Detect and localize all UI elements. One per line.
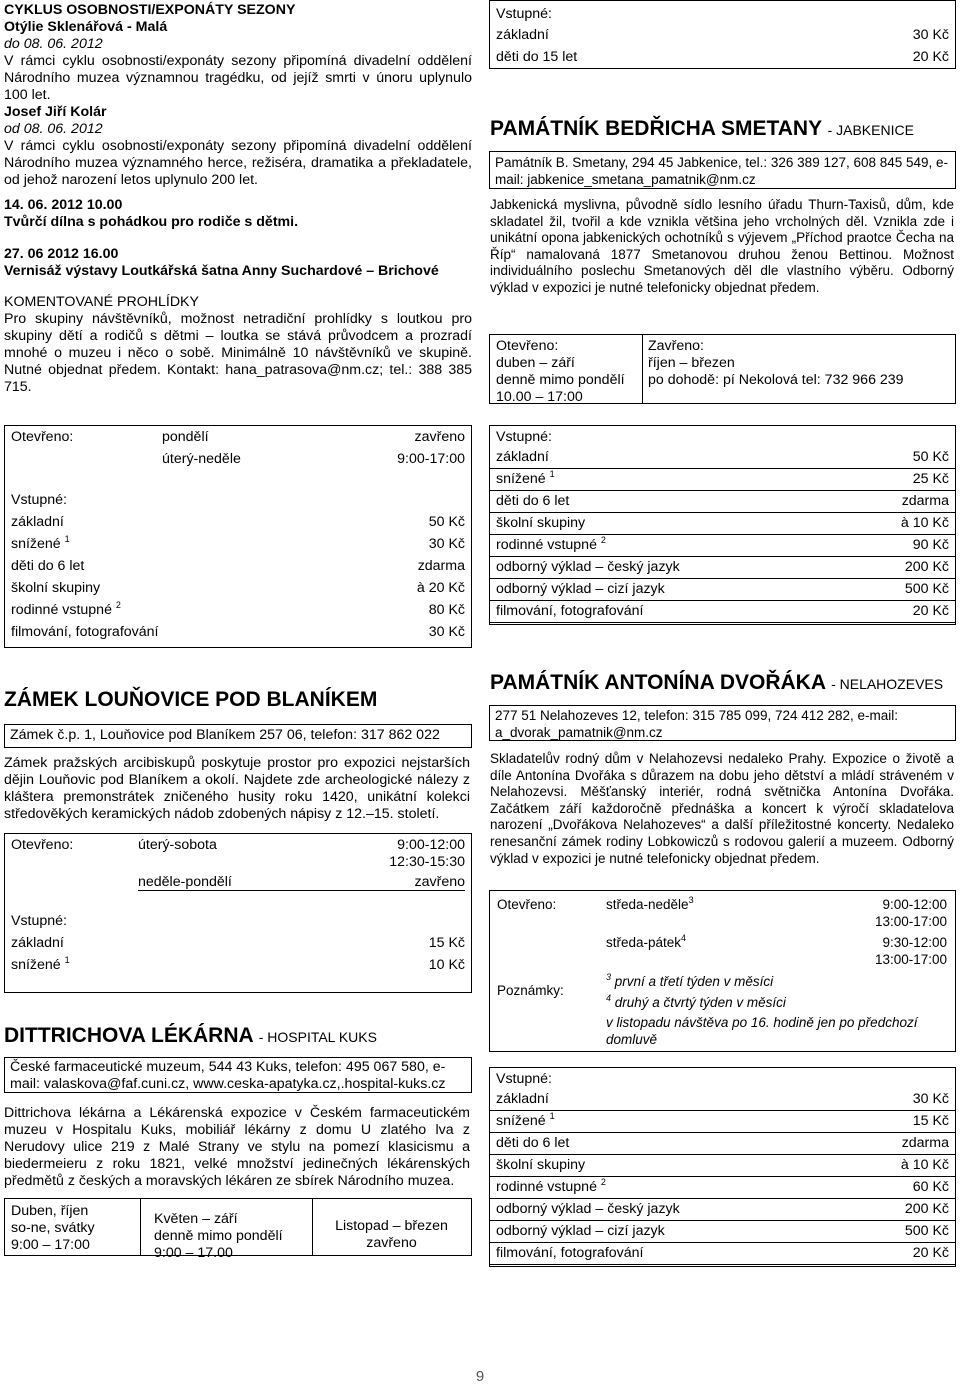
- closed-months: říjen – březen: [648, 355, 735, 371]
- smetana-description: Jabkenická myslivna, původně sídlo lesního úřadu Thurn-Taxisů, dům, kde skladatel žil, tvořil a kde vznikla většina jeho vrcholných děl. Vznikla zde i unikátní opona jabkenických ochotníků s výjevem „Příchod praotce Čecha na Říp“ namalovaná 1877 Smetanovou druhou ženou Bettinou. Možnost individuálního poslechu Smetanových děl dle vlastního výběru. Odborný výklad v expozici je nutné telefonicky objednat předem.: [490, 197, 954, 295]
- notes-label: Poznámky:: [497, 983, 564, 998]
- note1: $^3$ první a třetí týden v měsíci: [606, 972, 774, 989]
- person1-date: do 08. 06. 2012: [4, 36, 103, 52]
- entry-label: Vstupné:: [496, 429, 553, 445]
- dvorak-description: Skladatelův rodný dům v Nelahozevsi nedaleko Prahy. Expozice o životě a díle Antonína Dvořáka s důrazem na dobu jeho dětství a mládí stráveném v Nelahozevsi. Měšťanský interiér, rodná světnička Antonína Dvořáka. Začátkem září každoročně přednáška a koncert k výročí skladatelova narození „Dvořákova Nelahozeves“ a další příležitostné koncerty. Nedaleko renesanční zámek rodiny Lobkowiczů s rodovou galerií a muzeem. Odborný výklad v expozici je nutné telefonicky objednat předem.: [490, 751, 954, 866]
- section-title: CYKLUS OSOBNOSTI/EXPONÁTY SEZONY: [4, 2, 296, 18]
- col3-line1: Listopad – březen: [335, 1218, 448, 1234]
- price-row: [490, 490, 955, 513]
- day2: středa-pátek$^4$: [606, 933, 687, 950]
- day1-value: zavřeno: [414, 429, 465, 445]
- price-row: [5, 533, 471, 555]
- hours-prices-box: [4, 425, 472, 648]
- price-label: školní skupiny: [496, 1157, 586, 1173]
- smetana-address: Památník B. Smetany, 294 45 Jabkenice, tel.: 326 389 127, 608 845 549, e-mail: jabkenice_smetana_pamatnik@nm.cz: [489, 151, 956, 189]
- day1: úterý-sobota: [138, 837, 217, 853]
- closed-label: Zavřeno:: [648, 338, 704, 354]
- price-row: [490, 1242, 955, 1265]
- price-value: 20 Kč: [912, 49, 949, 65]
- price-value: 30 Kč: [428, 624, 465, 640]
- price-label: rodinné vstupné $^2$: [496, 535, 606, 553]
- price-value: 15 Kč: [428, 935, 465, 951]
- price-value: 30 Kč: [912, 27, 949, 43]
- price-row: [490, 534, 955, 557]
- price-label: základní: [11, 514, 64, 530]
- zamek-address: Zámek č.p. 1, Louňovice pod Blaníkem 257 06, telefon: 317 862 022: [4, 724, 472, 748]
- price-row: [490, 1154, 955, 1177]
- dvorak-hours-box: [489, 890, 956, 1052]
- price-row: [5, 577, 471, 599]
- closed-note: po dohodě: pí Nekolová tel: 732 966 239: [648, 372, 904, 388]
- price-value: 500 Kč: [904, 581, 949, 597]
- price-label: odborný výklad – cizí jazyk: [496, 581, 665, 597]
- day2-value1: 9:30-12:00: [882, 935, 947, 950]
- col2-line3: 9:00 – 17.00: [154, 1245, 233, 1261]
- price-value: 80 Kč: [428, 602, 465, 618]
- price-row: [490, 1198, 955, 1221]
- price-row: [5, 555, 471, 577]
- price-row: [490, 468, 955, 491]
- zamek-description: Zámek pražských arcibiskupů poskytuje prostor pro expozici nejstarších dějin Louňovic pod Blaníkem a okolí. Najdete zde archeologické nálezy z kláštera premonstrátek zničeného husity roku 1420, unikátní kolekci středověkých keramických nádob zdobených nápisy z 12.–15. století.: [4, 755, 470, 822]
- price-label: filmování, fotografování: [496, 1245, 644, 1261]
- smetana-hours-box: [489, 334, 956, 404]
- price-row: [490, 556, 955, 579]
- zamek-hours-box: [4, 833, 472, 993]
- person2-text: V rámci cyklu osobnosti/exponáty sezony připomíná divadelní oddělení Národního muzea významného herce, režiséra, dramatika a překladatele, od jehož narození letos uplynulo 200 let.: [4, 138, 472, 188]
- price-label: školní skupiny: [496, 515, 586, 531]
- price-value: à 10 Kč: [900, 1157, 949, 1173]
- price-label: základní: [496, 27, 549, 43]
- price-row: [5, 621, 471, 643]
- price-value: à 20 Kč: [416, 580, 465, 596]
- price-row: [490, 512, 955, 535]
- price-value: zdarma: [901, 493, 949, 509]
- price-row: [490, 1110, 955, 1133]
- day1-value1: 9:00-12:00: [397, 837, 465, 853]
- day1-value2: 13:00-17:00: [874, 913, 947, 929]
- price-value: 30 Kč: [912, 1091, 949, 1107]
- price-label: základní: [496, 1091, 549, 1107]
- entry-box-top: [489, 0, 956, 69]
- open-label: Otevřeno:: [497, 897, 557, 912]
- day2: úterý-neděle: [162, 451, 241, 467]
- page-number: 9: [475, 1368, 485, 1385]
- tours-heading: KOMENTOVANÉ PROHLÍDKY: [4, 294, 199, 310]
- col1-line3: 9:00 – 17:00: [11, 1237, 90, 1253]
- prices-box-right: [489, 425, 956, 625]
- price-label: základní: [496, 449, 549, 465]
- note2: $^4$ druhý a čtvrtý týden v měsíci: [606, 992, 786, 1010]
- price-value: 200 Kč: [904, 1201, 949, 1217]
- price-label: rodinné vstupné $^2$: [496, 1177, 606, 1195]
- price-row: [5, 954, 471, 976]
- price-label: odborný výklad – cizí jazyk: [496, 1223, 665, 1239]
- price-row: [490, 1132, 955, 1155]
- prices-box-dvorak: [489, 1067, 956, 1267]
- price-label: snížené $^1$: [11, 534, 70, 552]
- price-row: [490, 600, 955, 623]
- price-value: zdarma: [417, 558, 465, 574]
- price-row: [5, 599, 471, 621]
- price-row: [490, 46, 955, 68]
- event2-title: Vernisáž výstavy Loutkářská šatna Anny Suchardové – Brichové: [4, 263, 439, 279]
- price-label: odborný výklad – český jazyk: [496, 559, 680, 575]
- price-value: 60 Kč: [912, 1179, 949, 1195]
- price-row: [5, 932, 471, 954]
- col2-line2: denně mimo pondělí: [154, 1228, 283, 1244]
- dittrich-address: České farmaceutické muzeum, 544 43 Kuks, telefon: 495 067 580, e-mail: valaskova@faf.cuni.cz, www.ceska-apatyka.cz,.hospital-kuks.cz: [4, 1057, 472, 1093]
- day1-value1: 9:00-12:00: [882, 897, 947, 912]
- entry-label: Vstupné:: [11, 913, 68, 929]
- price-value: 30 Kč: [428, 536, 465, 552]
- day1: středa-neděle$^3$: [606, 895, 694, 912]
- price-value: 20 Kč: [912, 603, 949, 619]
- price-label: snížené $^1$: [496, 469, 555, 487]
- col3-line2: zavřeno: [366, 1235, 417, 1251]
- price-value: 25 Kč: [912, 471, 949, 487]
- event1-date: 14. 06. 2012 10.00: [4, 197, 123, 213]
- price-row: [490, 24, 955, 46]
- price-value: 15 Kč: [912, 1113, 949, 1129]
- price-value: 500 Kč: [904, 1223, 949, 1239]
- price-row: [490, 1220, 955, 1243]
- person1-text: V rámci cyklu osobnosti/exponáty sezony připomíná divadelní oddělení Národního muzea významnou tragédku, od jejíž smrti v únoru uplynulo 100 let.: [4, 53, 472, 103]
- dvorak-title: PAMÁTNÍK ANTONÍNA DVOŘÁKA - NELAHOZEVES: [490, 671, 944, 694]
- day2-value: zavřeno: [414, 874, 465, 890]
- price-label: děti do 6 let: [496, 493, 570, 509]
- day1-value2: 12:30-15:30: [389, 854, 465, 870]
- price-label: děti do 15 let: [496, 49, 578, 65]
- dittrich-description: Dittrichova lékárna a Lékárenská expozice v Českém farmaceutickém muzeu v Hospitalu Kuks, mobiliář lékárny z domu U zlatého lva z Nerudovy ulice 219 z Malé Strany ve stylu na pomezí klasicismu a biedermeieru z roku 1821, velké množství jedinečných lékárenských předmětů z českých a moravských lékáren ze sbírek Národního muzea.: [4, 1105, 470, 1189]
- price-value: 20 Kč: [912, 1245, 949, 1261]
- day2-value2: 13:00-17:00: [874, 951, 947, 967]
- price-label: rodinné vstupné $^2$: [11, 600, 121, 618]
- price-label: filmování, fotografování: [496, 603, 644, 619]
- price-row: [490, 1176, 955, 1199]
- price-label: snížené $^1$: [496, 1111, 555, 1129]
- price-label: odborný výklad – český jazyk: [496, 1201, 680, 1217]
- price-value: 50 Kč: [912, 449, 949, 465]
- smetana-title: PAMÁTNÍK BEDŘICHA SMETANY - JABKENICE: [490, 117, 914, 140]
- col2-line1: Květen – září: [154, 1211, 238, 1227]
- price-value: zdarma: [901, 1135, 949, 1151]
- price-row: [5, 511, 471, 533]
- open-months: duben – září: [496, 355, 575, 371]
- zamek-title: ZÁMEK LOUŇOVICE POD BLANÍKEM: [4, 688, 378, 711]
- open-label: Otevřeno:: [11, 837, 74, 853]
- open-label: Otevřeno:: [496, 338, 559, 354]
- entry-label: Vstupné:: [496, 1071, 553, 1087]
- price-label: děti do 6 let: [11, 558, 85, 574]
- day2: neděle-pondělí: [138, 874, 232, 890]
- person1-name: Otýlie Sklenářová - Malá: [4, 19, 168, 35]
- price-value: 50 Kč: [428, 514, 465, 530]
- price-value: 90 Kč: [912, 537, 949, 553]
- price-value: à 10 Kč: [900, 515, 949, 531]
- col1-line1: Duben, říjen: [11, 1203, 89, 1219]
- price-label: děti do 6 let: [496, 1135, 570, 1151]
- price-row: [490, 1088, 955, 1111]
- event2-date: 27. 06 2012 16.00: [4, 246, 119, 262]
- person2-date: od 08. 06. 2012: [4, 121, 103, 137]
- event1-title: Tvůrčí dílna s pohádkou pro rodiče s dětmi.: [4, 214, 299, 230]
- price-row: [490, 578, 955, 601]
- open-hours: 10.00 – 17:00: [496, 389, 583, 405]
- price-label: základní: [11, 935, 64, 951]
- dittrich-hours-box: [4, 1198, 472, 1261]
- price-label: školní skupiny: [11, 580, 101, 596]
- entry-label: Vstupné:: [496, 6, 553, 22]
- open-label: Otevřeno:: [11, 429, 74, 445]
- entry-label: Vstupné:: [11, 492, 68, 508]
- open-days: denně mimo pondělí: [496, 372, 625, 388]
- price-value: 200 Kč: [904, 559, 949, 575]
- col1-line2: so-ne, svátky: [11, 1220, 95, 1236]
- day1: pondělí: [162, 429, 209, 445]
- day2-value: 9:00-17:00: [397, 451, 465, 467]
- price-label: snížené $^1$: [11, 955, 70, 973]
- tours-text: Pro skupiny návštěvníků, možnost netradiční prohlídky s loutkou pro skupiny dětí a rodičů s dětmi – loutka se stává průvodcem a prozradí mnohé o muzeu i něco o sobě. Minimálně 10 návštěvníků ve skupině. Nutné objednat předem. Kontakt: hana_patrasova@nm.cz; tel.: 388 385 715.: [4, 311, 472, 395]
- dvorak-address: 277 51 Nelahozeves 12, telefon: 315 785 099, 724 412 282, e-mail: a_dvorak_pamatnik@nm.cz: [489, 705, 956, 741]
- price-row: [490, 446, 955, 469]
- price-value: 10 Kč: [428, 957, 465, 973]
- person2-name: Josef Jiří Kolár: [4, 104, 107, 120]
- dittrich-title: DITTRICHOVA LÉKÁRNA - HOSPITAL KUKS: [4, 1024, 377, 1047]
- price-label: filmování, fotografování: [11, 624, 159, 640]
- note3: v listopadu návštěva po 16. hodině jen po předchozí domluvě: [606, 1015, 918, 1047]
